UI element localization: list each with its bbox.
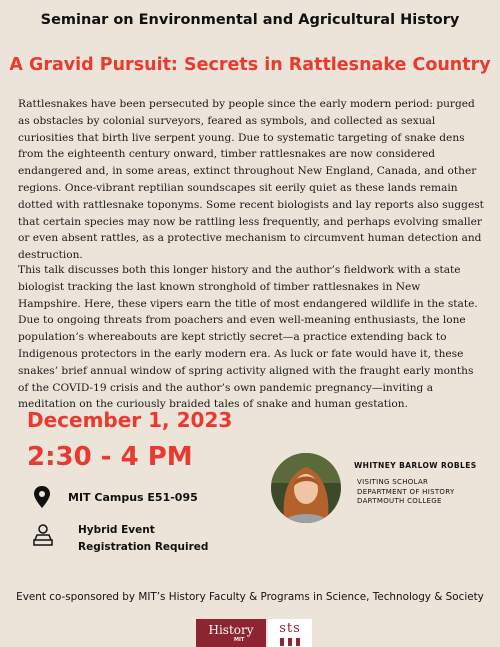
speaker-department: DEPARTMENT OF HISTORY — [357, 487, 455, 496]
speaker-affiliation — [357, 478, 455, 507]
sts-logo — [268, 619, 312, 647]
hybrid-event-label: Hybrid Event — [78, 524, 155, 536]
history-logo-text: History — [208, 623, 254, 637]
talk-title: A Gravid Pursuit: Secrets in Rattlesnake Country — [9, 55, 491, 75]
registration-required-label: Registration Required — [78, 541, 209, 553]
event-time: 2:30 - 4 PM — [27, 442, 193, 472]
event-format — [78, 522, 208, 556]
sts-logo-text: sts — [279, 621, 301, 636]
speaker-photo — [271, 453, 341, 523]
abstract-paragraph-2: This talk discusses both this longer history and the author’s fieldwork with a state biologist tracking the last known stronghold of timber rattlesnakes in New Hampshire. Here, these vipers earn the title of most endangered wildlife in the state. Due to ongoing threats from poachers and even well-meaning enthusiasts, the lone population’s whereabouts are kept strictly secret—a practice extending back to Indigenous protectors in the early modern era. As luck or fate would have it, these snakes’ brief annual window of spring activity aligned with the fraught early months of the COVID-19 crisis and the author’s own pandemic pregnancy—inviting a meditation on the curiously braided tales of snake and human gestation. — [18, 264, 478, 411]
map-pin-icon — [33, 486, 51, 508]
speaker-role: VISITING SCHOLAR — [357, 478, 429, 486]
speaker-institution: DARTMOUTH COLLEGE — [357, 497, 442, 505]
abstract-paragraph-1: Rattlesnakes have been persecuted by people since the early modern period: purged as obstacles by colonial surveyors, feared as symbols, and collected as sexual curiosities that birth live serpent young. Due to systematic targeting of snake dens from the eighteenth century onward, timber rattlesnakes are now considered endangered and, in some areas, extinct throughout New England, Canada, and other regions. Once-vibrant reptilian soundscapes sit eerily quiet as these lands remain dotted with rattlesnake toponyms. Some recent biologists and lay reports also suggest that certain species may now be rattling less frequently, and perhaps evolving smaller or even absent rattles, as a protective mechanism to circumvent human detection and destruction. — [18, 98, 484, 262]
event-location: MIT Campus E51-095 — [68, 491, 198, 504]
speaker-name: WHITNEY BARLOW ROBLES — [354, 461, 477, 470]
history-logo-mit: MIT — [234, 637, 245, 643]
history-mit-logo — [196, 619, 266, 647]
person-laptop-icon — [33, 524, 53, 546]
seminar-series-title: Seminar on Environmental and Agricultural History — [40, 12, 460, 28]
cosponsor-statement: Event co-sponsored by MIT’s History Faculty & Programs in Science, Technology & Society — [16, 591, 484, 603]
sts-logo-bars — [268, 637, 312, 647]
event-date: December 1, 2023 — [27, 408, 233, 432]
